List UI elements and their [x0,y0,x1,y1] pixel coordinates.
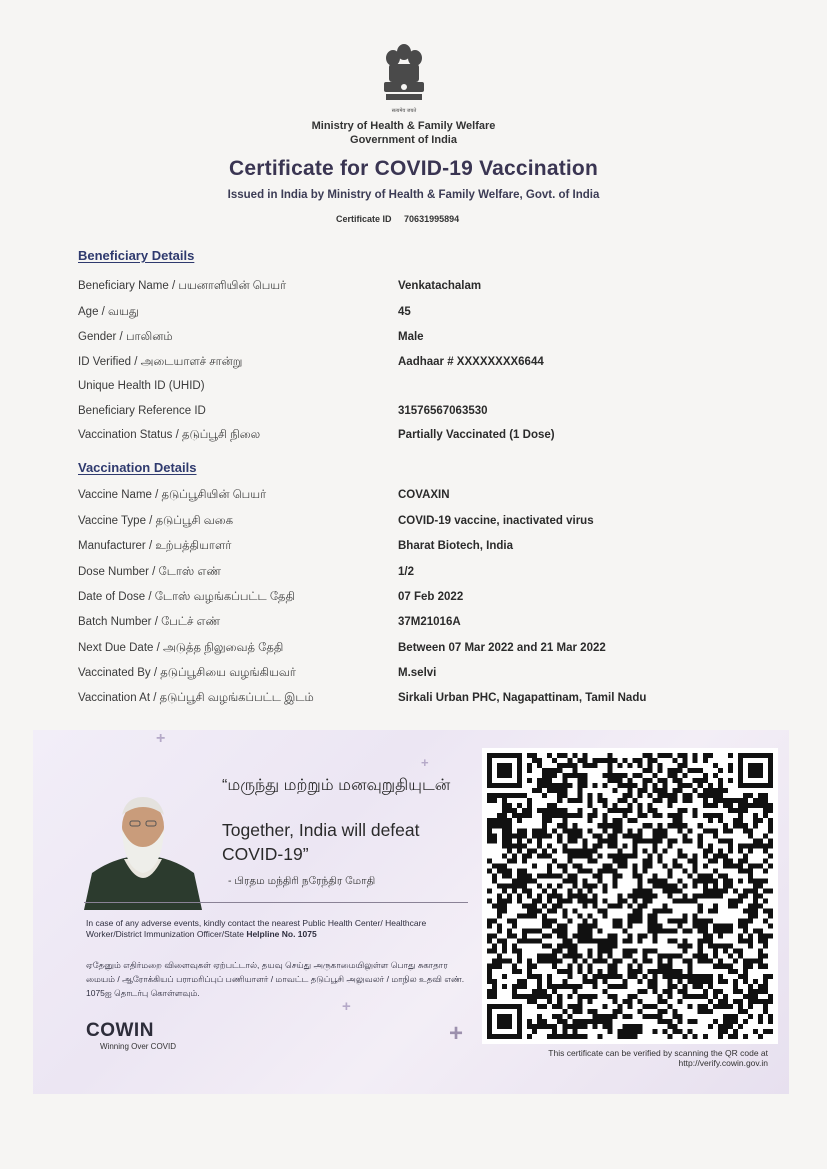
field-value: 31576567063530 [398,405,488,417]
quote-tamil: “மருந்து மற்றும் மனவுறுதியுடன் [222,777,451,794]
field-label: Vaccination At / தடுப்பூசி வழங்கப்பட்ட இடம் [78,692,314,704]
field-value: Bharat Biotech, India [398,540,514,552]
batch-number-row [78,616,778,638]
field-label: Batch Number / பேட்ச் எண் [78,616,221,628]
field-label: Vaccination Status / தடுப்பூசி நிலை [78,429,261,441]
field-label: Vaccine Type / தடுப்பூசி வகை [78,515,234,527]
field-label: Unique Health ID (UHID) [78,380,205,392]
national-emblem-icon [378,42,430,118]
verification-url: http://verify.cowin.gov.in [678,1058,768,1068]
field-value: 45 [398,306,411,318]
field-label: Beneficiary Name / பயனாளியின் பெயர் [78,280,287,292]
certificate-id-value: 70631995894 [404,214,460,224]
adverse-events-notice [86,918,476,940]
certificate-subtitle: Issued in India by Ministry of Health & Family Welfare, Govt. of India [227,189,600,201]
plus-decoration-icon: + [449,1020,464,1047]
quote-english: Together, India will defeat COVID-19” [222,820,420,864]
ministry-name: Ministry of Health & Family Welfare [311,120,496,132]
cowin-tagline: Winning Over COVID [100,1042,177,1051]
quote-attribution: - பிரதம மந்திரி நரேந்திர மோதி [228,875,376,887]
beneficiary-details-heading: Beneficiary Details [78,248,195,263]
field-value: Sirkali Urban PHC, Nagapattinam, Tamil Nadu [398,692,647,704]
field-value: COVID-19 vaccine, inactivated virus [398,515,594,527]
field-value: Male [398,331,424,343]
field-value: Partially Vaccinated (1 Dose) [398,429,555,441]
vaccination-status-row [78,429,778,451]
field-value: 07 Feb 2022 [398,591,464,603]
verification-qr-code [482,748,778,1044]
certificate-id-label: Certificate ID [336,214,392,224]
helpline-number: Helpline No. 1075 [246,929,317,939]
plus-decoration-icon: + [421,755,429,770]
verification-text: This certificate can be verified by scanning the QR code at [548,1048,768,1058]
field-value: Aadhaar # XXXXXXXX6644 [398,356,544,368]
field-value: M.selvi [398,667,437,679]
adverse-events-text: In case of any adverse events, kindly contact the nearest Public Health Center/ Healthcare Worker/District Immunization Officer/State [86,918,427,939]
vaccination-at-row [78,692,778,714]
id-verified-row [78,356,778,378]
vaccination-details-heading: Vaccination Details [78,460,197,475]
beneficiary-name-row [78,280,778,302]
svg-text:सत्यमेव जयते: सत्यमेव जयते [391,108,417,114]
field-label: Vaccinated By / தடுப்பூசியை வழங்கியவர் [78,667,296,679]
certificate-title: Certificate for COVID-19 Vaccination [229,157,598,180]
field-label: Vaccine Name / தடுப்பூசியின் பெயர் [78,489,267,501]
field-label: Gender / பாலினம் [78,331,173,343]
field-value: Between 07 Mar 2022 and 21 Mar 2022 [398,642,606,654]
certificate-id [336,214,459,224]
verification-note [470,1048,768,1068]
field-value: Venkatachalam [398,280,482,292]
cowin-logo: COWIN [86,1020,154,1041]
adverse-events-notice-tamil: ஏதேனும் எதிர்மறை விளைவுகள் ஏற்பட்டால், தயவு செய்து அருகாமையிலுள்ள பொது சுகாதார மையம் / ஆரோக்கியப் பராமரிப்புப் பணியாளர் / மாவட்ட தடுப்பூசி அலுவலர் / மாநில உதவி எண். 1075ஐ தொடர்பு கொள்ளவும். [86,960,465,998]
field-value: COVAXIN [398,489,450,501]
plus-decoration-icon: + [342,998,351,1015]
field-label: Date of Dose / டோஸ் வழங்கப்பட்ட தேதி [78,591,295,603]
field-label: Dose Number / டோஸ் எண் [78,566,222,578]
qr-code-icon [487,753,773,1039]
plus-decoration-icon: + [156,730,166,747]
field-label: Manufacturer / உற்பத்தியாளர் [78,540,232,552]
field-label: Beneficiary Reference ID [78,405,206,417]
field-value: 37M21016A [398,616,461,628]
government-name: Government of India [350,134,457,146]
vaccine-name-row [78,489,778,511]
field-value: 1/2 [398,566,414,578]
divider [84,902,468,903]
field-label: Next Due Date / அடுத்த நிலுவைத் தேதி [78,642,284,654]
field-label: Age / வயது [78,306,139,318]
field-label: ID Verified / அடையாளச் சான்று [78,356,243,368]
prime-minister-portrait-icon [84,785,202,910]
manufacturer-row [78,540,778,562]
